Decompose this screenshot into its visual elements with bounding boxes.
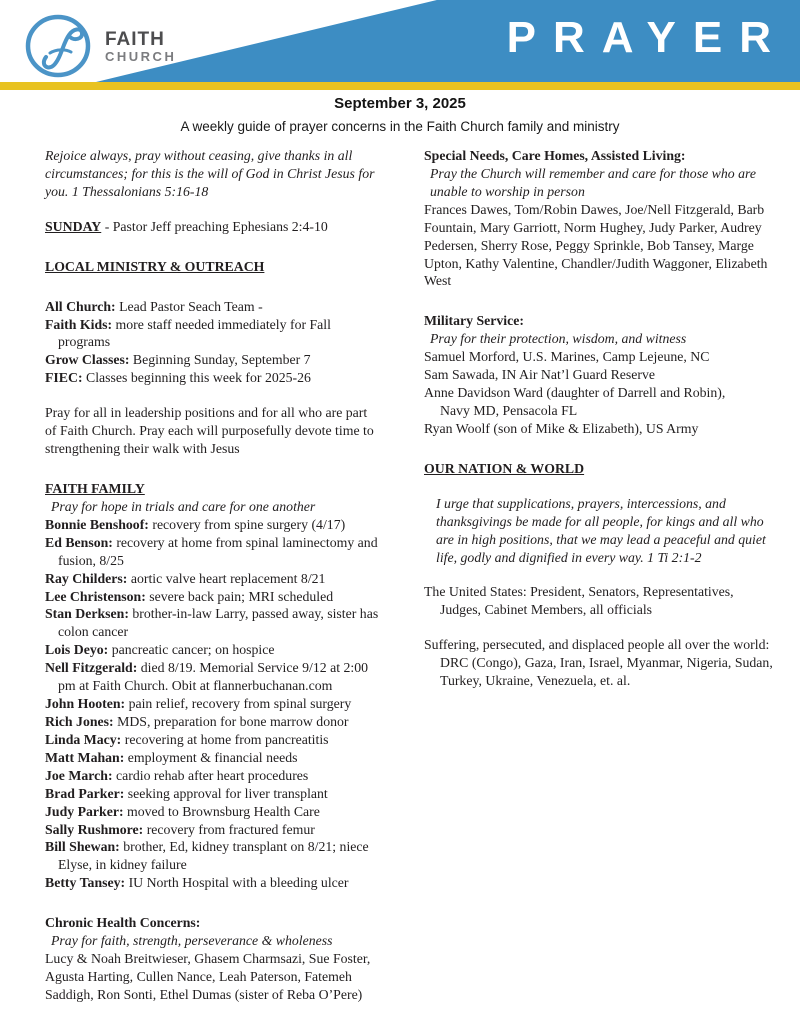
person-name: Brad Parker: xyxy=(45,785,125,801)
item-text: Classes beginning this week for 2025-26 xyxy=(86,370,311,386)
ministry-item xyxy=(45,351,379,369)
faith-church-logo xyxy=(22,12,176,80)
issue-date: September 3, 2025 xyxy=(334,95,466,112)
military-line: Samuel Morford, U.S. Marines, Camp Lejeune, NC xyxy=(424,349,710,365)
chronic-names: Lucy & Noah Breitwieser, Ghasem Charmsazi, Sue Foster, Agusta Harting, Cullen Nance, Leah Paterson, Fatemeh Saddigh, Ron Sonti, Ethel Dumas (sister of Reba O’Pere) xyxy=(45,951,371,1002)
section-heading-chronic: Chronic Health Concerns: xyxy=(45,915,201,931)
item-name: FIEC: xyxy=(45,370,83,386)
entry-text: MDS, preparation for bone marrow donor xyxy=(117,713,349,729)
prayer-entry xyxy=(45,713,379,731)
entry-text: pain relief, recovery from spinal surgery xyxy=(128,696,352,712)
person-name: Ray Childers: xyxy=(45,570,128,586)
person-name: Bill Shewan: xyxy=(45,839,120,855)
prayer-entry xyxy=(45,588,379,606)
special-needs-subtext: Pray the Church will remember and care for those who are unable to worship in person xyxy=(430,165,756,199)
person-name: John Hooten: xyxy=(45,696,126,712)
ministry-item xyxy=(45,369,379,387)
section-heading-military: Military Service: xyxy=(424,313,524,329)
prayer-entry xyxy=(45,605,379,641)
entry-text: employment & financial needs xyxy=(127,749,298,765)
prayer-entry xyxy=(45,767,379,785)
person-name: Judy Parker: xyxy=(45,803,124,819)
person-name: Nell Fitzgerald: xyxy=(45,660,138,676)
section-heading-special-needs: Special Needs, Care Homes, Assisted Living: xyxy=(424,148,686,163)
person-name: Rich Jones: xyxy=(45,713,114,729)
sunday-text: - Pastor Jeff preaching Ephesians 2:4-10 xyxy=(104,218,328,234)
military-line: Ryan Woolf (son of Mike & Elizabeth), US Army xyxy=(424,420,699,436)
entry-text: recovery from spine surgery (4/17) xyxy=(152,516,346,532)
document-subtitle: A weekly guide of prayer concerns in the Faith Church family and ministry xyxy=(180,119,620,134)
person-name: Joe March: xyxy=(45,767,113,783)
entry-text: IU North Hospital with a bleeding ulcer xyxy=(128,875,349,891)
leadership-paragraph: Pray for all in leadership positions and for all who are part of Faith Church. Pray each will purposefully devote time to strengthening their walk with Jesus xyxy=(45,405,374,457)
section-heading-local-ministry: LOCAL MINISTRY & OUTREACH xyxy=(45,258,265,274)
left-column xyxy=(45,147,379,1004)
person-name: Linda Macy: xyxy=(45,731,122,747)
person-name: Bonnie Benshoof: xyxy=(45,516,149,532)
item-name: Faith Kids: xyxy=(45,316,113,332)
entry-text: brother, Ed, kidney transplant on 8/21; niece Elyse, in kidney failure xyxy=(58,839,369,873)
entry-text: cardio rehab after heart procedures xyxy=(116,767,309,783)
prayer-entry xyxy=(45,731,379,749)
sunday-label: SUNDAY xyxy=(45,218,102,234)
military-subtext: Pray for their protection, wisdom, and witness xyxy=(430,331,687,347)
prayer-entry xyxy=(45,516,379,534)
section-heading-faith-family: FAITH FAMILY xyxy=(45,480,145,496)
prayer-entry xyxy=(45,838,379,874)
item-name: All Church: xyxy=(45,298,116,314)
prayer-entry xyxy=(45,695,379,713)
nation-verse: I urge that supplications, prayers, intercessions, and thanksgivings be made for all people, for kings and all who are in high positions, that we may lead a peaceful and quiet life, godly and dignified in every way. 1 Ti 2:1-2 xyxy=(436,495,766,565)
entry-text: brother-in-law Larry, passed away, sister has colon cancer xyxy=(58,606,379,640)
prayer-entry xyxy=(45,785,379,803)
prayer-entry xyxy=(45,534,379,570)
prayer-entry xyxy=(45,874,379,892)
item-name: Grow Classes: xyxy=(45,352,130,368)
right-column xyxy=(424,147,776,690)
suffering-paragraph: Suffering, persecuted, and displaced people all over the world: DRC (Congo), Gaza, Iran, Israel, Myanmar, Nigeria, Sudan, Turkey, Ukraine, Venezuela, et. al. xyxy=(424,637,773,689)
banner-title: PRAYER xyxy=(506,13,788,62)
prayer-entry xyxy=(45,659,379,695)
person-name: Lois Deyo: xyxy=(45,642,109,658)
entry-text: severe back pain; MRI scheduled xyxy=(149,588,334,604)
item-text: Beginning Sunday, September 7 xyxy=(132,352,311,368)
chronic-subtext: Pray for faith, strength, perseverance & wholeness xyxy=(51,933,333,949)
person-name: Sally Rushmore: xyxy=(45,821,144,837)
prayer-entry xyxy=(45,641,379,659)
item-text: more staff needed immediately for Fall programs xyxy=(58,316,331,350)
logo-wordmark xyxy=(105,30,176,64)
faith-family-subtext: Pray for hope in trials and care for one another xyxy=(51,498,316,514)
entry-text: seeking approval for liver transplant xyxy=(127,785,328,801)
entry-text: died 8/19. Memorial Service 9/12 at 2:00 pm at Faith Church. Obit at flannerbuchanan.com xyxy=(58,660,368,694)
person-name: Stan Derksen: xyxy=(45,606,129,622)
entry-text: recovery from fractured femur xyxy=(146,821,315,837)
logo-word-church: CHURCH xyxy=(105,49,177,65)
military-line: Navy MD, Pensacola FL xyxy=(440,402,578,418)
prayer-entry xyxy=(45,803,379,821)
special-needs-names: Frances Dawes, Tom/Robin Dawes, Joe/Nell Fitzgerald, Barb Fountain, Mary Garriott, Norm Hughey, Judy Parker, Audrey Pedersen, Sherry Rose, Peggy Sprinkle, Bob Tansey, Marge Upton, Kathy Valentine, Chandler/Judith Waggoner, Elizabeth West xyxy=(424,201,768,289)
united-states-paragraph: The United States: President, Senators, Representatives, Judges, Cabinet Members, all officials xyxy=(424,584,734,618)
item-text: Lead Pastor Seach Team - xyxy=(119,298,263,314)
opening-verse: Rejoice always, pray without ceasing, give thanks in all circumstances; for this is the will of God in Christ Jesus for you. 1 Thessalonians 5:16-18 xyxy=(45,148,375,199)
entry-text: recovering at home from pancreatitis xyxy=(124,731,329,747)
person-name: Ed Benson: xyxy=(45,534,113,550)
prayer-entry xyxy=(45,570,379,588)
military-line: Sam Sawada, IN Air Nat’l Guard Reserve xyxy=(424,367,656,383)
entry-text: recovery at home from spinal laminectomy and fusion, 8/25 xyxy=(58,534,378,568)
person-name: Lee Christenson: xyxy=(45,588,146,604)
entry-text: moved to Brownsburg Health Care xyxy=(127,803,320,819)
section-heading-nation-world: OUR NATION & WORLD xyxy=(424,460,585,476)
sunday-line xyxy=(45,218,379,236)
logo-word-faith: FAITH xyxy=(105,29,165,51)
faith-church-logo-icon xyxy=(22,12,94,80)
ministry-item xyxy=(45,298,379,316)
ministry-item xyxy=(45,316,379,352)
person-name: Matt Mahan: xyxy=(45,749,125,765)
person-name: Betty Tansey: xyxy=(45,875,126,891)
entry-text: aortic valve heart replacement 8/21 xyxy=(130,570,326,586)
military-line: Anne Davidson Ward (daughter of Darrell and Robin), xyxy=(424,385,726,401)
prayer-entry xyxy=(45,749,379,767)
entry-text: pancreatic cancer; on hospice xyxy=(111,642,275,658)
yellow-divider-bar xyxy=(0,82,800,90)
prayer-entry xyxy=(45,821,379,839)
